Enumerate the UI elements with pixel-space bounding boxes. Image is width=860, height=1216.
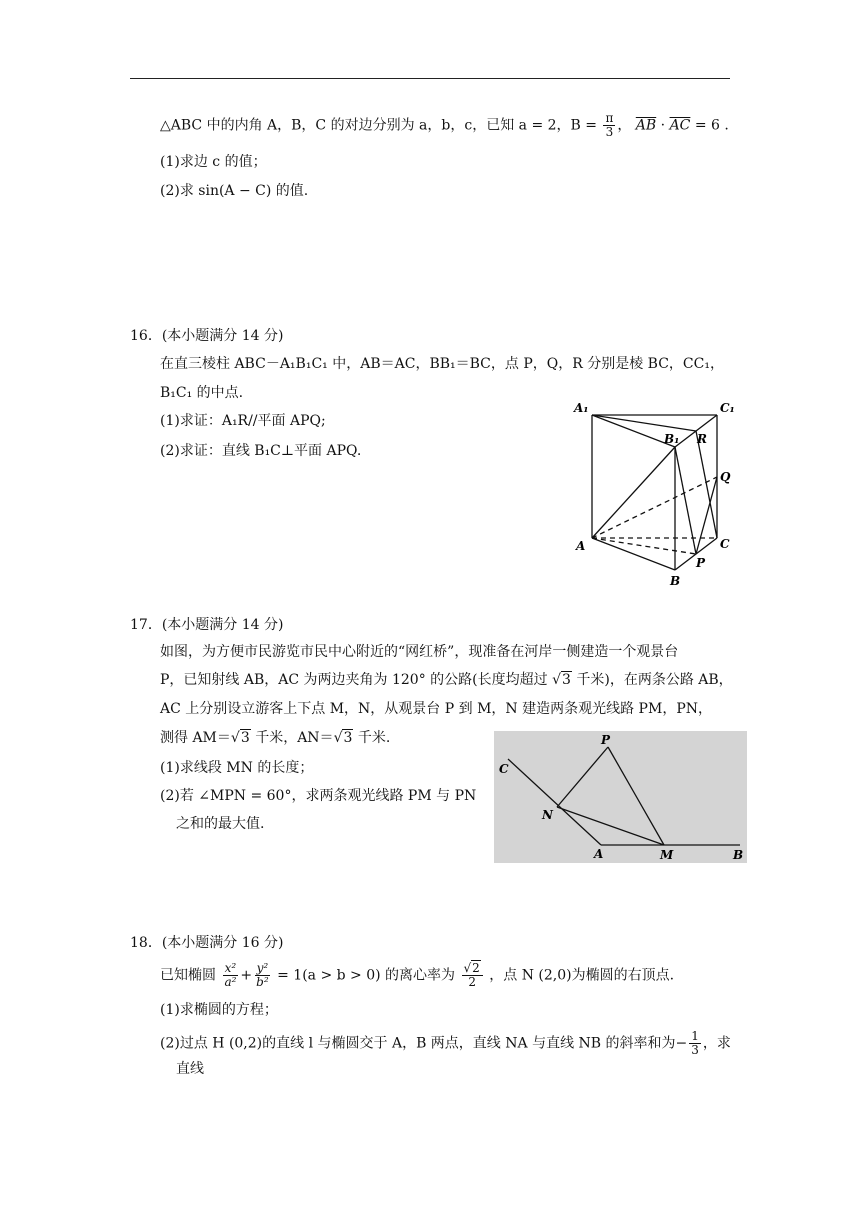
label-p: P [696, 556, 706, 570]
road-figure [494, 731, 747, 863]
label-b: B [670, 574, 681, 588]
label-p: P [601, 733, 611, 747]
label-a: A [594, 847, 604, 861]
q16-header: 16．(本小题满分 14 分) [130, 328, 284, 344]
label-a: A [576, 539, 586, 553]
label-c1: C₁ [720, 401, 735, 415]
label-n: N [542, 808, 553, 822]
label-r: R [697, 432, 707, 446]
q17-p2: P，已知射线 AB，AC 为两边夹角为 120° 的公路(长度均超过 √3 千米)，在两条公路 AB， [160, 672, 733, 688]
vector-ac: $\overline{AC}$ [669, 117, 691, 134]
label-a1: A₁ [574, 401, 589, 415]
q16-p1: 在直三棱柱 ABC－A₁B₁C₁ 中，AB＝AC，BB₁＝BC，点 P，Q，R 分别是棱 BC，CC₁， [160, 356, 724, 372]
q15-fraction-pi-3: $\frac{\pi}{3}$ [605, 111, 614, 139]
label-c: C [499, 762, 509, 776]
q17-header: 17．(本小题满分 14 分) [130, 617, 284, 633]
q18-sub1: (1)求椭圆的方程； [160, 1002, 278, 1018]
q15-statement: △ABC 中的内角 A，B，C 的对边分别为 a，b，c，已知 a = 2，B = $\frac{\pi}{3}$ ， $\overline{AB} \cdot \overline{AC} = 6$ . [160, 111, 729, 139]
label-b1: B₁ [664, 432, 680, 446]
label-c: C [720, 537, 730, 551]
q15-sub1: (1)求边 c 的值； [160, 154, 267, 170]
prism-figure [570, 395, 740, 595]
q16-sub1: (1)求证：A₁R//平面 APQ; [160, 413, 326, 429]
q17-sub2b: 之和的最大值. [176, 816, 265, 832]
q16-p2: B₁C₁ 的中点. [160, 385, 244, 401]
label-q: Q [720, 470, 731, 484]
label-m: M [660, 848, 674, 862]
header-rule [130, 78, 730, 79]
label-b: B [733, 848, 744, 862]
q18-sub2c: 直线 [176, 1061, 204, 1077]
figure-background [494, 731, 747, 863]
q18-p1: 已知椭圆 $\frac{\text{x²}}{\text{a²}}$ + $\frac{\text{y²}}{\text{b²}}$ = 1(a > b > 0) 的离心率为 $\frac{√2}{2}$ ，点 N (2,0)为椭圆的右顶点. [160, 961, 675, 989]
q17-p1: 如图，为方便市民游览市民中心附近的“网红桥”，现准备在河岸一侧建造一个观景台 [160, 644, 679, 660]
q18-header: 18．(本小题满分 16 分) [130, 935, 284, 951]
q16-sub2: (2)求证：直线 B₁C⊥平面 APQ. [160, 443, 362, 459]
q17-sub1: (1)求线段 MN 的长度； [160, 760, 314, 776]
q17-p4: 测得 AM＝√3 千米，AN＝√3 千米. [160, 730, 391, 746]
q18-sub2: (2)过点 H (0,2)的直线 l 与椭圆交于 A，B 两点，直线 NA 与直线 NB 的斜率和为− $\frac{1}{3}$ ，求 [160, 1029, 731, 1057]
q17-sub2: (2)若 ∠MPN = 60°，求两条观光线路 PM 与 PN [160, 788, 477, 804]
q17-p3: AC 上分别设立游客上下点 M，N，从观景台 P 到 M，N 建造两条观光线路 PM，PN， [160, 701, 712, 717]
vector-ab: $\overline{AB}$ [635, 117, 657, 134]
q15-sub2: (2)求 sin(A − C) 的值. [160, 183, 309, 199]
